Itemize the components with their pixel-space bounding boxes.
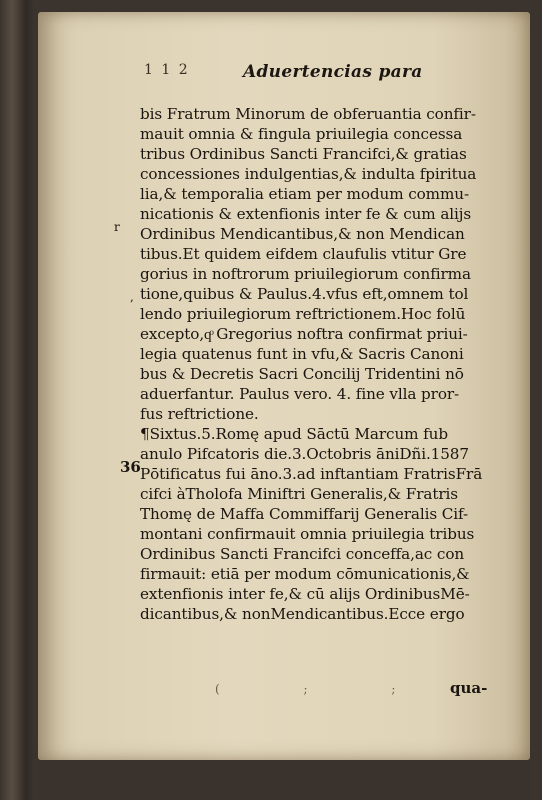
margin-section-number: 36 xyxy=(120,458,141,476)
text-line: Ordinibus Sancti Francifci conceffa,ac con xyxy=(140,545,465,563)
text-line: bus & Decretis Sacri Concilij Tridentini nō xyxy=(140,365,464,383)
text-line: legia quatenus funt in vfu,& Sacris Canoni xyxy=(140,345,464,363)
text-line: tribus Ordinibus Sancti Francifci,& gratias xyxy=(140,145,467,163)
margin-mark-comma: , xyxy=(130,290,134,304)
text-line: extenfionis inter fe,& cū alijs OrdinibusMē- xyxy=(140,585,470,603)
text-line: Ordinibus Mendicantibus,& non Mendican xyxy=(140,225,465,243)
text-line: anulo Pifcatoris die.3.Octobris āniDñi.1587 xyxy=(140,445,469,463)
text-line: Thomę de Maffa Commiffarij Generalis Cif- xyxy=(140,505,469,523)
text-line: nicationis & extenfionis inter fe & cum alijs xyxy=(140,205,472,223)
text-line: tibus.Et quidem eifdem claufulis vtitur Gre xyxy=(140,245,467,263)
text-line: aduerfantur. Paulus vero. 4. fine vlla pror- xyxy=(140,385,460,403)
text-line: lendo priuilegiorum reftrictionem.Hoc folū xyxy=(140,305,466,323)
text-line: fus reftrictione. xyxy=(140,405,259,423)
text-line: gorius in noftrorum priuilegiorum confirma xyxy=(140,265,471,283)
text-line: concessiones indulgentias,& indulta fpiritua xyxy=(140,165,477,183)
stray-marks: ( ; ; xyxy=(215,682,436,696)
catchword: qua- xyxy=(450,679,488,697)
text-line: lia,& temporalia etiam per modum commu- xyxy=(140,185,469,203)
text-line: mauit omnia & fingula priuilegia concessa xyxy=(140,125,463,143)
text-line: montani confirmauit omnia priuilegia tribus xyxy=(140,525,475,543)
text-line: tione,quibus & Paulus.4.vfus eft,omnem tol xyxy=(140,285,469,303)
page-header xyxy=(108,62,488,90)
binding-shadow xyxy=(38,760,530,800)
text-line: excepto,qͦ Gregorius noftra confirmat priui- xyxy=(140,325,468,343)
folio-mark: 1 1 2 xyxy=(144,62,190,78)
running-title: Aduertencias para xyxy=(243,62,423,82)
text-line: dicantibus,& nonMendicantibus.Ecce ergo xyxy=(140,605,465,623)
text-line: firmauit: etiā per modum cōmunicationis,& xyxy=(140,565,470,583)
body-text xyxy=(140,104,512,624)
text-line: cifci àTholofa Miniftri Generalis,& Fratris xyxy=(140,485,458,503)
text-line: bis Fratrum Minorum de obferuantia confir- xyxy=(140,105,476,123)
text-line: Pōtificatus fui āno.3.ad inftantiam FratrisFrā xyxy=(140,465,483,483)
margin-mark-r: r xyxy=(114,220,120,234)
text-line: ¶Sixtus.5.Romę apud Sāctū Marcum fub xyxy=(140,425,448,443)
